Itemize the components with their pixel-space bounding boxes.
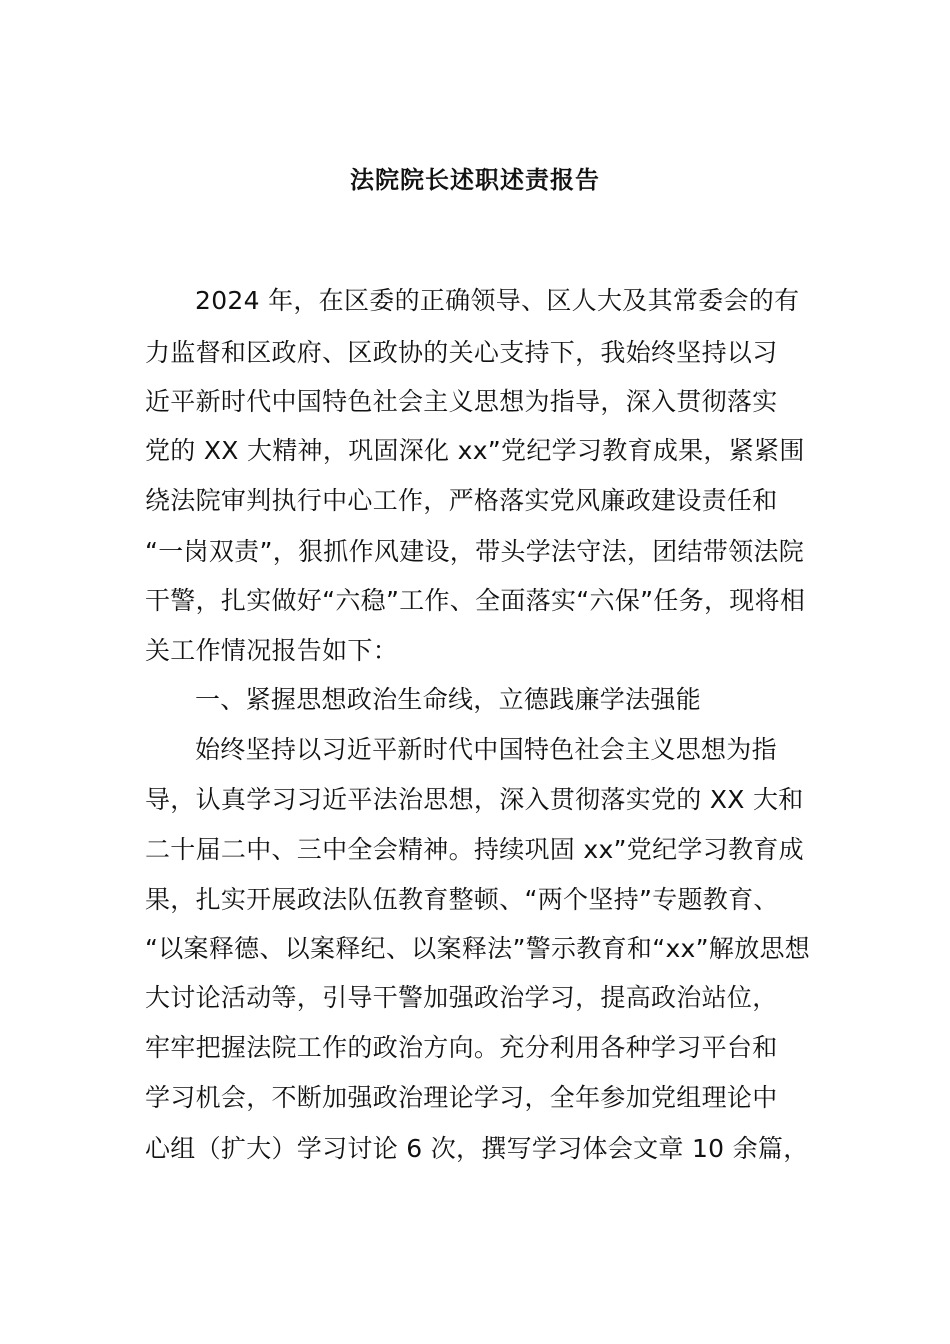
- paragraph-2-line-6: 大讨论活动等，引导干警加强政治学习，提高政治站位，: [145, 983, 778, 1012]
- paragraph-2-line-4: 果，扎实开展政法队伍教育整顿、“两个坚持”专题教育、: [145, 885, 779, 914]
- paragraph-2-line-2: 导，认真学习习近平法治思想，深入贯彻落实党的 XX 大和: [145, 785, 804, 814]
- paragraph-1-line-6: “一岗双责”，狠抓作风建设，带头学法守法，团结带领法院: [145, 537, 805, 566]
- paragraph-1-line-7: 干警，扎实做好“六稳”工作、全面落实“六保”任务，现将相: [145, 586, 806, 615]
- section-heading-1: 一、紧握思想政治生命线，立德践廉学法强能: [195, 685, 702, 714]
- paragraph-2-line-3: 二十届二中、三中全会精神。持续巩固 xx”党纪学习教育成: [145, 835, 804, 864]
- paragraph-1-line-3: 近平新时代中国特色社会主义思想为指导，深入贯彻落实: [145, 387, 778, 416]
- paragraph-2-line-7: 牢牢把握法院工作的政治方向。充分利用各种学习平台和: [145, 1033, 778, 1062]
- paragraph-1-line-2: 力监督和区政府、区政协的关心支持下，我始终坚持以习: [145, 338, 778, 367]
- paragraph-2-line-8: 学习机会，不断加强政治理论学习，全年参加党组理论中: [145, 1083, 778, 1112]
- paragraph-1-line-1: 2024 年，在区委的正确领导、区人大及其常委会的有: [195, 286, 800, 315]
- paragraph-1-line-5: 绕法院审判执行中心工作，严格落实党风廉政建设责任和: [145, 486, 778, 515]
- paragraph-2-line-9: 心组（扩大）学习讨论 6 次，撰写学习体会文章 10 余篇，: [145, 1134, 809, 1163]
- paragraph-2-line-5: “以案释德、以案释纪、以案释法”警示教育和“xx”解放思想: [145, 934, 810, 963]
- paragraph-2-line-1: 始终坚持以习近平新时代中国特色社会主义思想为指: [195, 735, 777, 764]
- document-title: 法院院长述职述责报告: [350, 166, 600, 194]
- paragraph-1-line-4: 党的 XX 大精神，巩固深化 xx”党纪学习教育成果，紧紧围: [145, 436, 805, 465]
- paragraph-1-line-8: 关工作情况报告如下：: [145, 636, 399, 665]
